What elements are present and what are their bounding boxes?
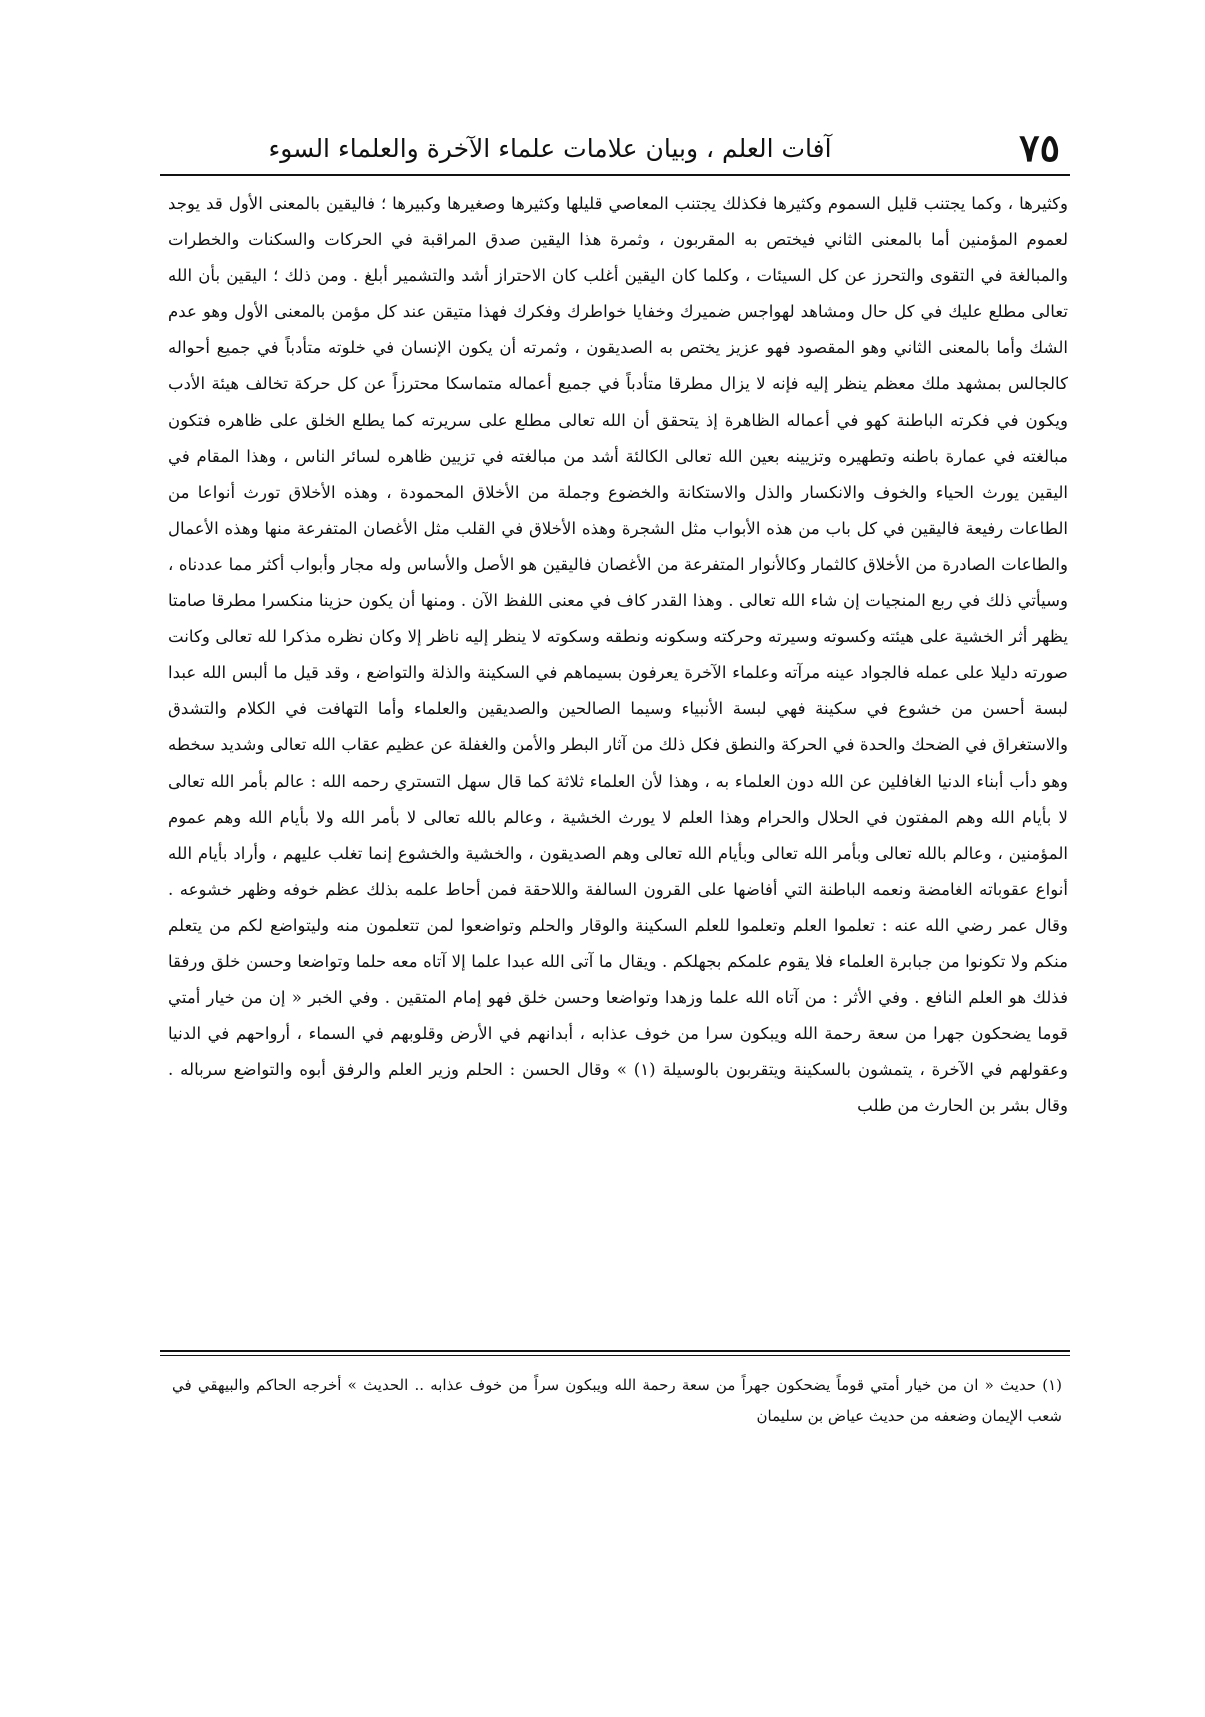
footnote-text: (١) حديث « ان من خيار أمتي قوماً يضحكون جهراً من سعة رحمة الله ويبكون سراً من خوف عذابه .. الحديث » أخرجه الحاكم والبيهقي في شعب الإيمان وضعفه من حديث عياض بن سليمان (172, 1376, 1062, 1425)
main-text (168, 186, 1068, 1124)
footnote-divider-thin (160, 1355, 1070, 1356)
paragraph: وكثيرها ، وكما يجتنب قليل السموم وكثيرها فكذلك يجتنب المعاصي قليلها وكثيرها وصغيرها وكبيرها ؛ فاليقين بالمعنى الأول قد يوجد لعموم المؤمنين أما بالمعنى الثاني فيختص به المقربون ، وثمرة هذا اليقين صدق المراقبة في الحركات والسكنات والخطرات والمبالغة في التقوى والتحرز عن كل السيئات ، وكلما كان اليقين أغلب كان الاحتراز أشد والتشمير أبلغ . ومن ذلك ؛ اليقين بأن الله تعالى مطلع عليك في كل حال ومشاهد لهواجس ضميرك وخفايا خواطرك وفكرك فهذا متيقن عند كل مؤمن بالمعنى الأول وهو عدم الشك وأما بالمعنى الثاني وهو المقصود فهو عزيز يختص به الصديقون ، وثمرته أن يكون الإنسان في خلوته متأدباً في جميع أحواله كالجالس بمشهد ملك معظم ينظر إليه فإنه لا يزال مطرقا متأدباً في جميع أعماله متماسكا محترزاً عن كل حركة تخالف هيئة الأدب ويكون في فكرته الباطنة كهو في أعماله الظاهرة إذ يتحقق أن الله تعالى مطلع على سريرته كما يطلع الخلق على ظاهره فتكون مبالغته في عمارة باطنه وتطهيره وتزيينه بعين الله تعالى الكالئة أشد من مبالغته في تزيين ظاهره لسائر الناس ، وهذا المقام في اليقين يورث الحياء والخوف والانكسار والذل والاستكانة والخضوع وجملة من الأخلاق المحمودة ، وهذه الأخلاق تورث أنواعا من الطاعات رفيعة فاليقين في كل باب من هذه الأبواب مثل الشجرة وهذه الأخلاق في القلب مثل الأغصان المتفرعة منها وهذه الأعمال والطاعات الصادرة من الأخلاق كالثمار وكالأنوار المتفرعة من الأغصان فاليقين هو الأصل والأساس وله مجار وأبواب أكثر مما عددناه ، وسيأتي ذلك في ربع المنجيات إن شاء الله تعالى . وهذا القدر كاف في معنى اللفظ الآن . ومنها أن يكون حزينا منكسرا مطرقا صامتا يظهر أثر الخشية على هيئته وكسوته وسيرته وحركته وسكونه ونطقه وسكوته لا ينظر إليه ناظر إلا وكان نظره مذكرا لله تعالى وكانت صورته دليلا على عمله فالجواد عينه مرآته وعلماء الآخرة يعرفون بسيماهم في السكينة والذلة والتواضع ، وقد قيل ما ألبس الله عبدا لبسة أحسن من خشوع في سكينة فهي لبسة الأنبياء وسيما الصالحين والصديقين والعلماء وأما التهافت في الكلام والتشدق والاستغراق في الضحك والحدة في الحركة والنطق فكل ذلك من آثار البطر والأمن والغفلة عن عظيم عقاب الله تعالى وشديد سخطه وهو دأب أبناء الدنيا الغافلين عن الله دون العلماء به ، وهذا لأن العلماء ثلاثة كما قال سهل التستري رحمه الله : عالم بأمر الله تعالى لا بأيام الله وهم المفتون في الحلال والحرام وهذا العلم لا يورث الخشية ، وعالم بالله تعالى لا بأمر الله ولا بأيام الله وهم عموم المؤمنين ، وعالم بالله تعالى وبأمر الله تعالى وبأيام الله تعالى وهم الصديقون ، والخشية والخشوع إنما تغلب عليهم ، وأراد بأيام الله أنواع عقوباته الغامضة ونعمه الباطنة التي أفاضها على القرون السالفة واللاحقة فمن أحاط علمه بذلك عظم خوفه وظهر خشوعه . (168, 194, 1068, 899)
paragraph: وقال عمر رضي الله عنه : تعلموا العلم وتعلموا للعلم السكينة والوقار والحلم وتواضعوا لمن تتعلمون منه وليتواضع لكم من يتعلم منكم ولا تكونوا من جبابرة العلماء فلا يقوم علمكم بجهلكم . ويقال ما آتى الله عبدا علما إلا آتاه معه حلما وتواضعا وحسن خلق ورفقا فذلك هو العلم النافع . وفي الأثر : من آتاه الله علما وزهدا وتواضعا وحسن خلق فهو إمام المتقين . وفي الخبر « إن من خيار أمتي قوما يضحكون جهرا من سعة رحمة الله ويبكون سرا من خوف عذابه ، أبدانهم في الأرض وقلوبهم في السماء ، أرواحهم في الدنيا وعقولهم في الآخرة ، يتمشون بالسكينة ويتقربون بالوسيلة (١) » وقال الحسن : الحلم وزير العلم والرفق أبوه والتواضع سرباله . وقال بشر بن الحارث من طلب (168, 915, 1068, 1116)
page-header (160, 120, 1060, 176)
footnote-divider (160, 1350, 1070, 1352)
footnote (172, 1370, 1062, 1432)
header-rule (160, 174, 1070, 176)
running-title: آفات العلم ، وبيان علامات علماء الآخرة والعلماء السوء (268, 134, 832, 163)
page-number: ٧٥ (1019, 125, 1060, 170)
